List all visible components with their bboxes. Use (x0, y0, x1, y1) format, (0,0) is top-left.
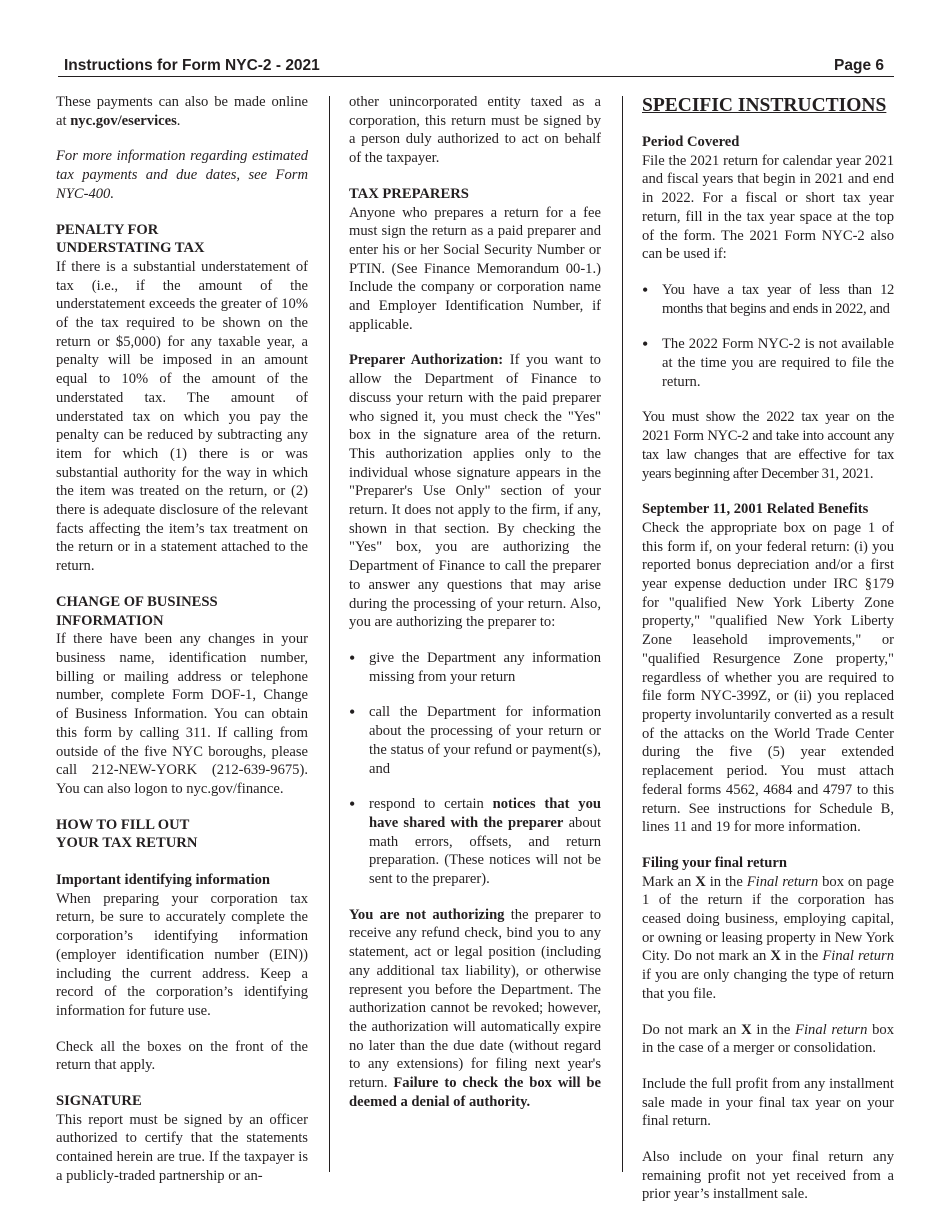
paragraph: Do not mark an X in the Final return box in the case of a merger or consolidation. (642, 1021, 894, 1057)
bullet-list (349, 649, 601, 889)
paragraph: Check the appropriate box on page 1 of this form if, on your federal return: (i) you reported bonus depreciation and/or a first year expense deduction under IRC §179 for "qualified New York Liberty Zone property," "qualified New York Liberty Zone leasehold improvements," or "qualified Resurgence Zone property," regardless of whether you are required to file form NYC-399Z, or (ii) you replaced property involuntarily converted as a result of the attacks on the World Trade Center during the five (5) year extended replacement period. You must attach federal forms 4562, 4684 and 4797 to this return. See instructions for Schedule B, lines 11 and 19 for more information. (642, 519, 894, 836)
section-heading: SIGNATURE (56, 1093, 142, 1110)
paragraph: Anyone who prepares a return for a fee must sign the return as a paid preparer and enter his or her Social Security Number or PTIN. (See Finance Memorandum 00-1.) Include the company or corporation name and Employer Identification Number, if applicable. (349, 204, 601, 333)
section-heading: TAX PREPARERS (349, 185, 469, 202)
subsection-heading: Period Covered (642, 134, 740, 150)
subsection-heading: Important identifying information (56, 872, 271, 889)
column-2 (349, 93, 601, 1128)
header-title: Instructions for Form NYC-2 - 2021 (64, 57, 320, 74)
page-number: Page 6 (834, 57, 884, 74)
paragraph: For more information regarding estimated tax payments and due dates, see Form NYC-400. (56, 148, 308, 202)
bullet-list (642, 281, 894, 392)
paragraph: Mark an X in the Final return box on page 1 of the return if the corporation has ceased doing business, employing capital, or owning or leasing property in New York City. Do not mark an X in the Final return if you are only changing the type of return that you file. (642, 873, 894, 1002)
paragraph: When preparing your corporation tax return, be sure to accurately complete the corporation’s identifying information (employer identification number (EIN)) including the current address. Keep a record of the corporation’s identifying information for future use. (56, 890, 308, 1019)
column-1 (56, 93, 308, 1186)
paragraph: Also include on your final return any remaining profit not yet received from a prior year’s installment sale. (642, 1149, 894, 1203)
eservices-link: nyc.gov/eservices (70, 112, 177, 129)
subsection-heading: September 11, 2001 Related Benefits (642, 501, 869, 518)
list-item: • give the Department any information missing from your return (349, 649, 601, 686)
list-item: • respond to certain notices that you have shared with the preparer about math errors, offsets, and return preparation. (These notices will not be sent to the preparer). (349, 795, 601, 889)
paragraph: This report must be signed by an officer authorized to certify that the statements contained herein are true. If the taxpayer is a publicly-traded partnership or an- (56, 1111, 308, 1184)
paragraph: These payments can also be made online at nyc.gov/eservices. (56, 94, 308, 129)
paragraph: Check all the boxes on the front of the return that apply. (56, 1038, 308, 1074)
section-heading: CHANGE OF BUSINESS INFORMATION (56, 593, 218, 629)
paragraph: File the 2021 return for calendar year 2021 and fiscal years that begin in 2021 and end in 2022. For a fiscal or short tax year return, fill in the tax year space at the top of the form. The 2021 Form NYC-2 also can be used if: (642, 152, 894, 263)
subsection-heading: Filing your final return (642, 854, 788, 871)
paragraph: Include the full profit from any installment sale made in your final tax year on your final return. (642, 1075, 894, 1130)
column-divider (622, 96, 623, 1172)
paragraph: If there have been any changes in your business name, identification number, billing or mailing address or telephone number, complete Form DOF-1, Change of Business Information. You can obtain this form by calling 311. If calling from outside of the five NYC boroughs, please call 212-NEW-YORK (212-639-9675). You can also logon to nyc.gov/finance. (56, 631, 308, 797)
list-item: • The 2022 Form NYC-2 is not available at the time you are required to file the return. (642, 335, 894, 391)
paragraph: If there is a substantial understatement of tax (i.e., if the amount of the understatement exceeds the greater of 10% of the tax required to be shown on the return or $5,000) for any taxable year, a penalty will be imposed in an amount equal to 10% of the amount of the understated tax. The amount of understated tax on which you pay the penalty can be reduced by subtracting any item for which (1) there is or was substantial authority for the way in which the item was treated on the return, or (2) there is adequate disclosure of the relevant facts affecting the item’s tax treatment on the return or in a statement attached to the return. (56, 258, 308, 575)
list-item: • You have a tax year of less than 12 months that begins and ends in 2022, and (642, 281, 894, 318)
paragraph: You are not authorizing the preparer to receive any refund check, bind you to any statement, act or legal position (including any additional tax liability), or otherwise represent you before the Department. The authorization cannot be revoked; however, the authorization will automatically expire no later than the due date (without regard to any extensions) for filing next year's return. Failure to check the box will be deemed a denial of authority. (349, 906, 601, 1110)
paragraph: other unincorporated entity taxed as a corporation, this return must be signed by a person duly authorized to act on behalf of the taxpayer. (349, 94, 601, 167)
paragraph: Preparer Authorization: If you want to allow the Department of Finance to discuss your return with the paid preparer who signed it, you must check the "Yes" box in the signature area of the return. This authorization applies only to the individual whose signature appears in the "Preparer's Use Only" section of your return. It does not apply to the firm, if any, shown in that section. By checking the "Yes" box, you are authorizing the Department of Finance to call the preparer to answer any questions that may arise during the processing of your return. Also, you are authorizing the preparer to: (349, 352, 601, 631)
section-heading: PENALTY FOR UNDERSTATING TAX (56, 221, 205, 257)
column-3 (642, 93, 894, 1204)
page-header (58, 56, 894, 77)
column-divider (329, 96, 330, 1172)
page-section-title: SPECIFIC INSTRUCTIONS (642, 95, 887, 116)
paragraph: You must show the 2022 tax year on the 2021 Form NYC-2 and take into account any tax law changes that are effective for tax years beginning after December 31, 2021. (642, 409, 894, 482)
list-item: • call the Department for information about the processing of your return or the status of your refund or payment(s), and (349, 703, 601, 778)
section-heading: HOW TO FILL OUT YOUR TAX RETURN (56, 816, 198, 852)
